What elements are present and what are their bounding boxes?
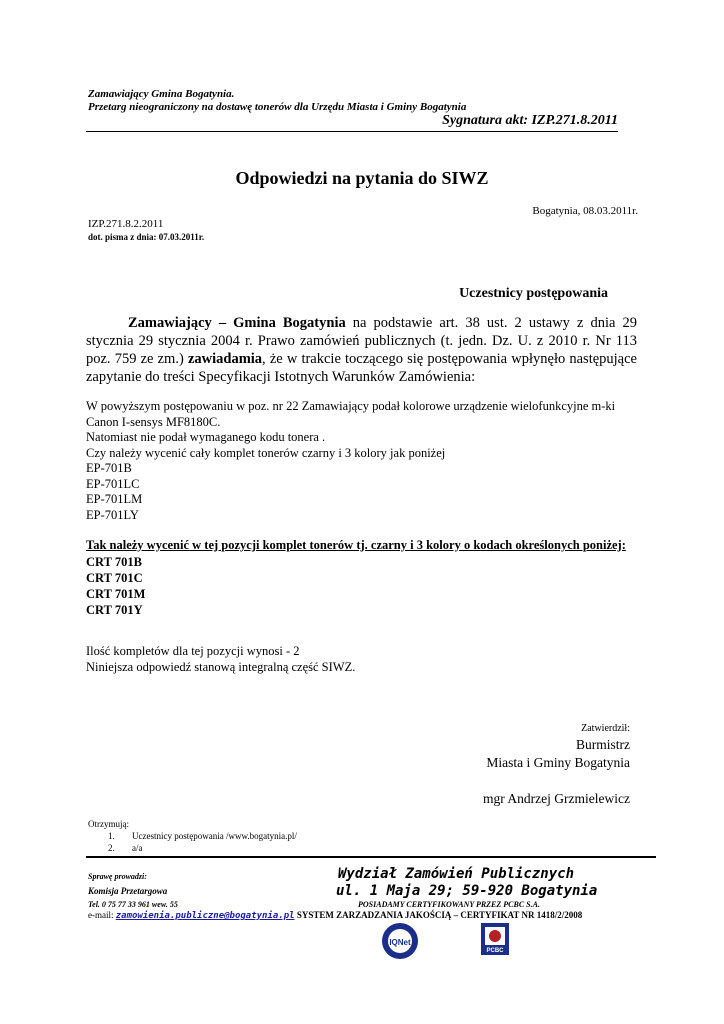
pcbc-logo-text: PCBC [486, 948, 504, 954]
intro-bold-mid: zawiadamia [187, 351, 263, 367]
set-count: Ilość kompletów dla tej pozycji wynosi - 2 [86, 644, 300, 658]
intro-text-2: , że w trakcie toczącego się postępowania wpłynęło następujące zapytanie do treści Specyfikacji Istotnych Warunków Zamówienia: [86, 351, 637, 385]
header-line-1: Zamawiający Gmina Bogatynia. [88, 88, 235, 100]
question-line: Czy należy wycenić cały komplet tonerów czarny i 3 kolory jak poniżej [86, 445, 446, 460]
footer-divider [86, 856, 656, 858]
question-line: W powyższym postępowaniu w poz. nr 22 Zamawiający podał kolorowe urządzenie wielofunkcyjne m-ki Canon I-sensys MF8180C. [86, 399, 616, 429]
intro-text-1: na podstawie art. 38 ust. 2 ustawy z dnia 29 stycznia 29 stycznia 2004 r. Prawo zamówień publicznych (t. jedn. Dz. U. z 2010 r. Nr 113 poz. 759 ze zm.) [86, 315, 637, 367]
recipients-label: Otrzymują: [88, 819, 129, 829]
answer-code: CRT 701C [86, 570, 143, 585]
prepared-label: Sprawę prowadzi: [88, 872, 147, 881]
document-title: Odpowiedzi na pytania do SIWZ [235, 168, 489, 188]
intro-bold-start: Zamawiający – Gmina Bogatynia [128, 315, 346, 331]
signature-line: Sygnatura akt: IZP.271.8.2011 [442, 113, 618, 128]
question-code: EP-701LM [86, 492, 143, 506]
recipient-item: 2. a/a [108, 843, 143, 853]
question-block [86, 399, 641, 523]
answer-heading: Tak należy wycenić w tej pozycji komplet tonerów tj. czarny i 3 kolory o kodach określonych poniżej: [86, 538, 626, 552]
header-divider [86, 131, 618, 132]
approval-label: Zatwierdził: [581, 723, 630, 734]
approver-name: mgr Andrzej Grzmielewicz [483, 791, 630, 806]
answer-code: CRT 701B [86, 554, 142, 569]
committee: Komisja Przetargowa [88, 886, 168, 896]
question-code: EP-701B [86, 461, 132, 475]
pcbc-logo [480, 922, 510, 956]
email-link[interactable]: zamowienia.publiczne@bogatynia.pl [115, 911, 295, 921]
question-code: EP-701LY [86, 507, 139, 522]
integral-note: Niniejsza odpowiedź stanową integralną część SIWZ. [86, 659, 356, 674]
question-line: Natomiast nie podał wymaganego kodu tonera . [86, 430, 326, 444]
addressee: Uczestnicy postępowania [459, 286, 608, 301]
certified-note: POSIADAMY CERTYFIKOWANY PRZEZ PCBC S.A. [358, 900, 540, 909]
quality-system: SYSTEM ZARZADZANIA JAKOŚCIĄ – CERTYFIKAT NR 1418/2/2008 [296, 910, 583, 920]
iqnet-logo [380, 921, 420, 961]
approver-role-2: Miasta i Gminy Bogatynia [486, 755, 630, 770]
approver-role-1: Burmistrz [576, 737, 630, 752]
document-date: Bogatynia, 08.03.2011r. [532, 205, 638, 217]
answer-block [86, 538, 641, 618]
answer-code: CRT 701Y [86, 602, 143, 617]
question-code: EP-701LC [86, 476, 140, 491]
header-line-2: Przetarg nieograniczony na dostawę tonerów dla Urzędu Miasta i Gminy Bogatynia [88, 101, 467, 113]
department: Wydział Zamówień Publicznych [338, 866, 575, 882]
reference-number: IZP.271.8.2.2011 [88, 218, 164, 230]
answer-code: CRT 701M [86, 586, 146, 601]
closing-block [86, 644, 355, 675]
recipients-block [88, 818, 297, 854]
approval-block [0, 722, 630, 808]
recipient-item: 1. Uczestnicy postępowania /www.bogatynia.pl/ [108, 831, 297, 841]
intro-paragraph [86, 314, 637, 386]
address: ul. 1 Maja 29; 59-920 Bogatynia [336, 883, 598, 899]
phone: Tel. 0 75 77 33 961 wew. 55 [88, 900, 178, 909]
reference-letter: dot. pisma z dnia: 07.03.2011r. [88, 232, 205, 242]
iqnet-logo-text: IQNet [389, 938, 411, 947]
email-line: e-mail: zamowienia.publiczne@bogatynia.pl SYSTEM ZARZADZANIA JAKOŚCIĄ – CERTYFIKAT NR 1418/2/2008 [88, 910, 583, 921]
